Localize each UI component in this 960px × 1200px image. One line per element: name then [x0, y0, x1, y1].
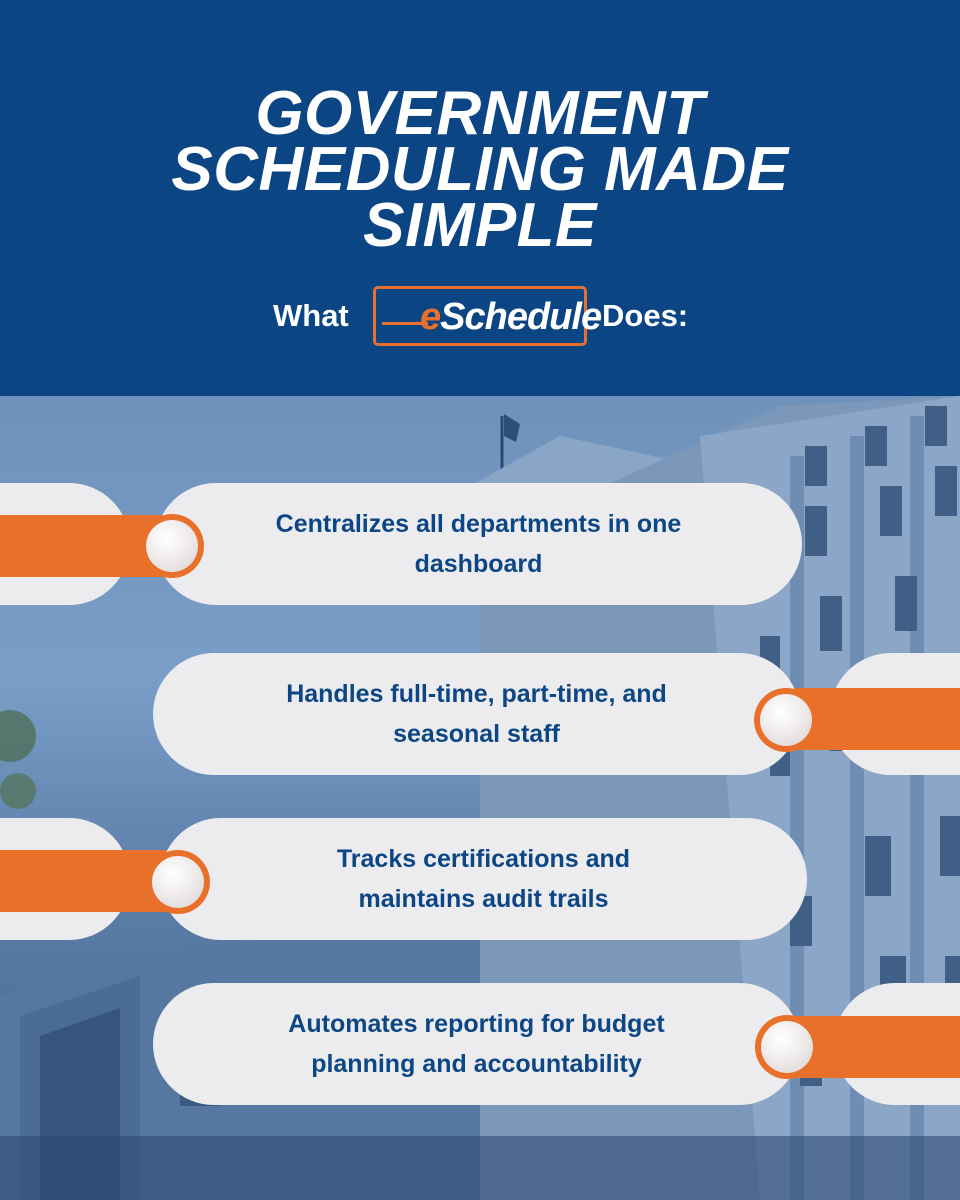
feature-1-line-1: Centralizes all departments in one — [275, 510, 682, 538]
feature-2-card — [153, 653, 800, 775]
feature-4-line-1: Automates reporting for budget — [288, 1010, 665, 1038]
subtitle-suffix: Does: — [602, 298, 689, 333]
feature-1-text — [276, 504, 682, 584]
feature-2-text — [286, 674, 667, 754]
eschedule-logo — [373, 286, 602, 346]
feature-1-line-2: dashboard — [414, 550, 543, 578]
feature-1-knob-icon — [140, 514, 204, 578]
feature-4-text — [288, 1004, 664, 1084]
feature-2-knob-icon — [754, 688, 818, 752]
feature-4-knob-icon — [755, 1015, 819, 1079]
feature-2-line-2: seasonal staff — [393, 720, 560, 748]
logo-e: e — [420, 296, 441, 338]
title-line-2: SCHEDULING MADE — [171, 135, 789, 204]
feature-4-card — [153, 983, 800, 1105]
subtitle-row — [0, 286, 960, 348]
page-title — [0, 79, 960, 260]
logo-wordmark — [420, 296, 601, 339]
feature-3-text — [337, 839, 630, 919]
feature-1-card — [155, 483, 802, 605]
feature-3-knob-icon — [146, 850, 210, 914]
subtitle-prefix: What — [273, 298, 349, 333]
title-line-3: SIMPLE — [363, 191, 597, 260]
title-line-1: GOVERNMENT — [255, 79, 705, 148]
logo-schedule: Schedule — [440, 296, 602, 338]
feature-4-line-2: planning and accountability — [311, 1050, 642, 1078]
header-banner — [0, 0, 960, 396]
feature-3-card — [160, 818, 807, 940]
feature-2-line-1: Handles full-time, part-time, and — [286, 680, 667, 708]
feature-3-line-2: maintains audit trails — [358, 885, 609, 913]
feature-3-line-1: Tracks certifications and — [336, 845, 631, 873]
